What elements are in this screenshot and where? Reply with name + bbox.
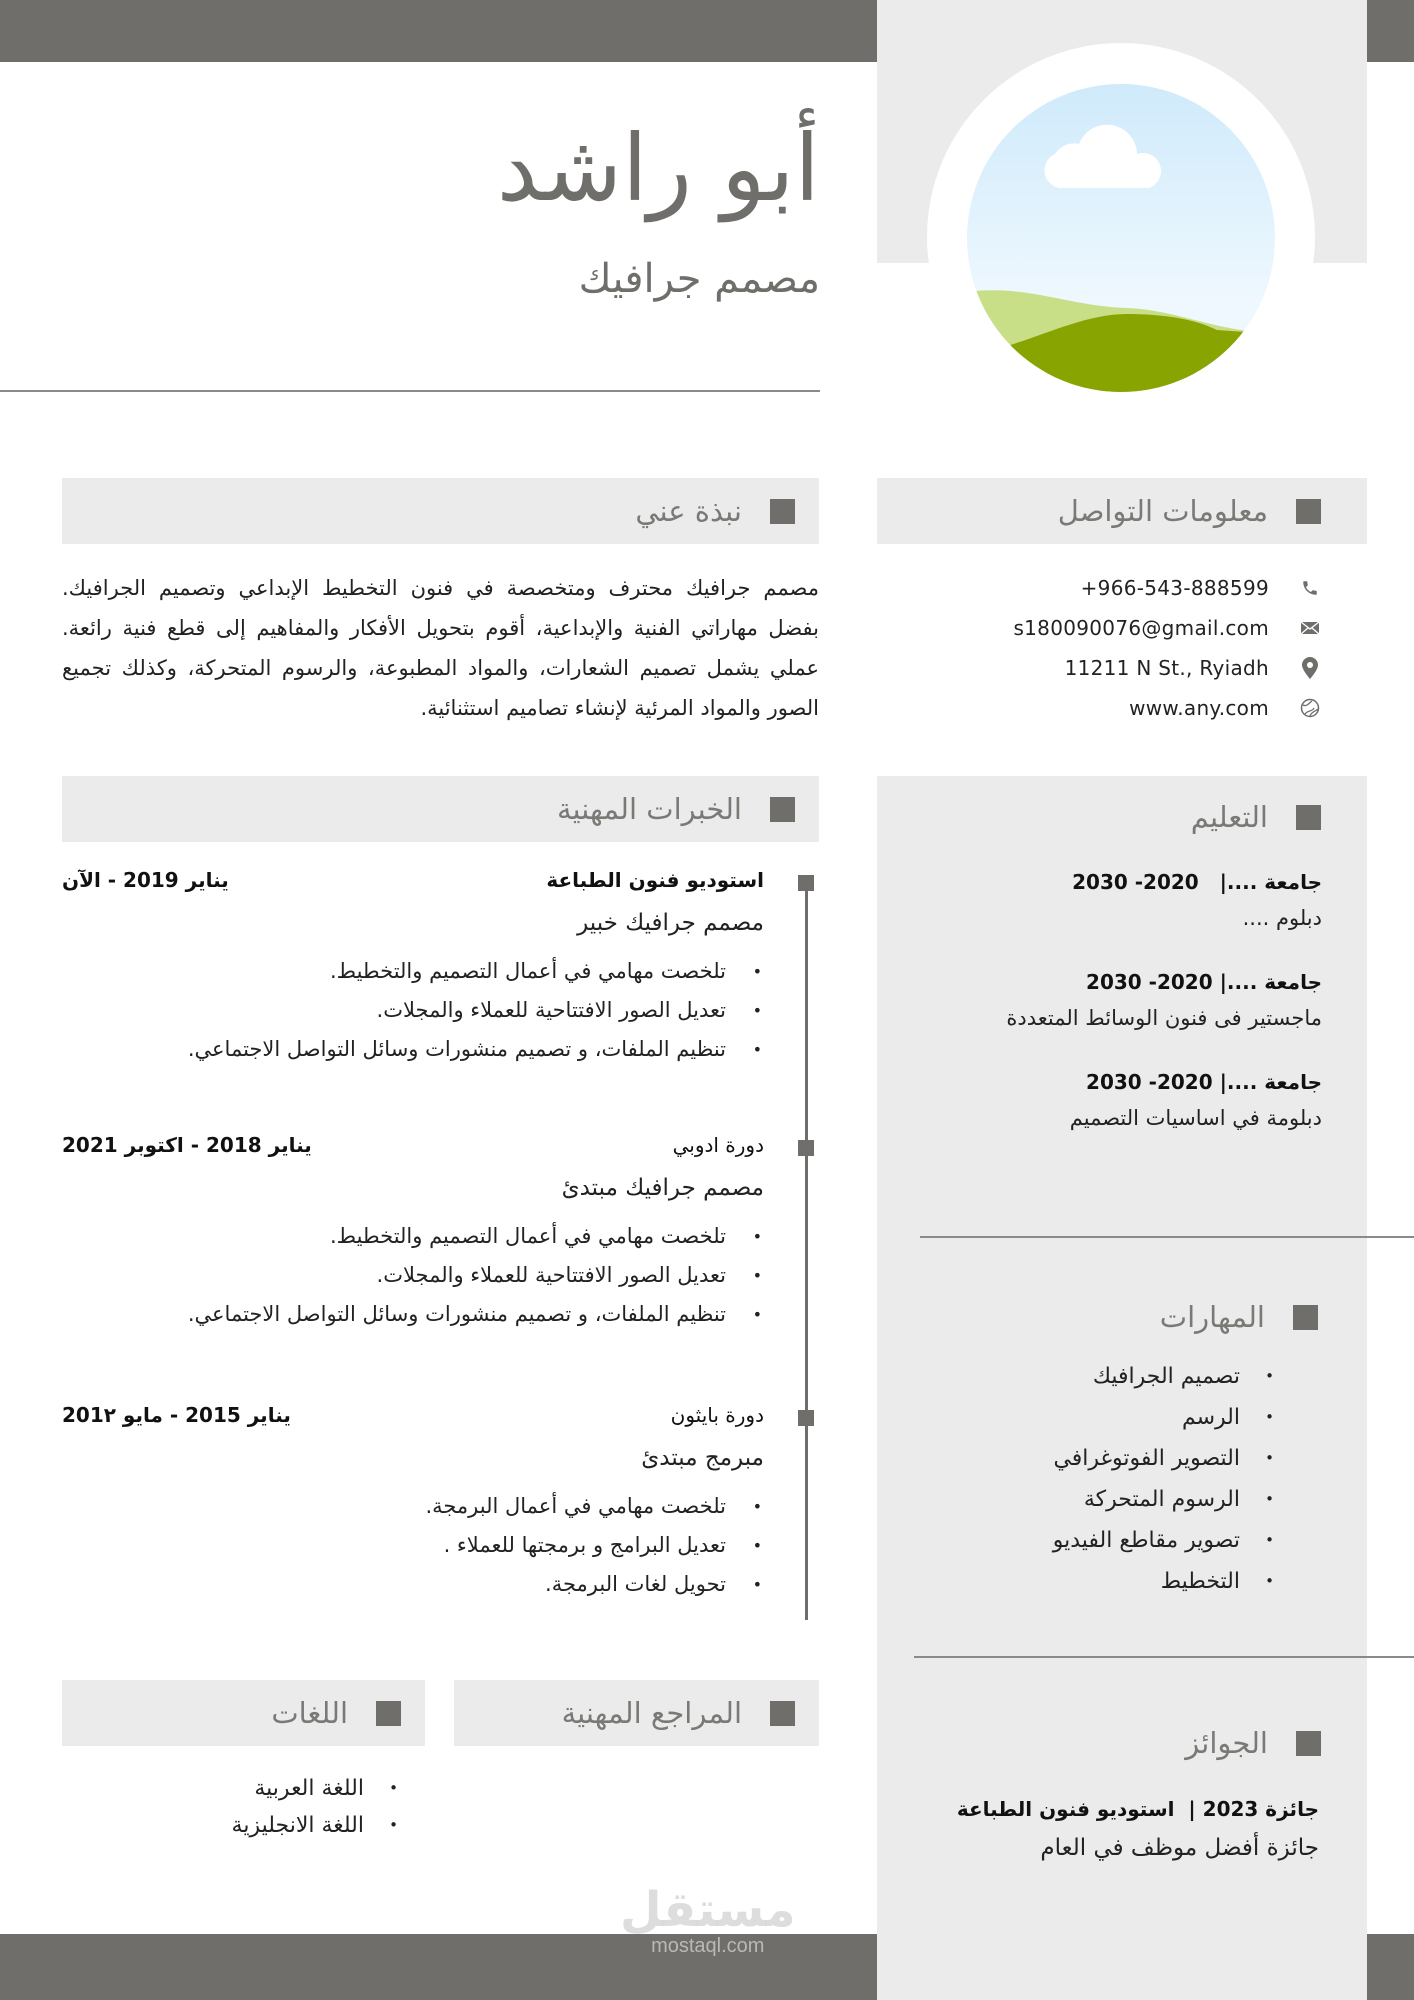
- references-header: [454, 1680, 819, 1746]
- contact-header: [877, 478, 1367, 544]
- list-item: • التخطيط: [1053, 1561, 1276, 1602]
- about-header: [62, 478, 819, 544]
- list-item: • تعديل الصور الافتتاحية للعملاء والمجلات.: [62, 1256, 764, 1295]
- list-item: • الرسم: [1053, 1397, 1276, 1438]
- globe-icon: [1299, 697, 1321, 719]
- skills-header: [1160, 1300, 1318, 1334]
- job-role: مصمم جرافيك مبتدئ: [561, 1175, 764, 1201]
- list-item: • تصوير مقاطع الفيديو: [1053, 1520, 1276, 1561]
- header-divider: [0, 390, 820, 392]
- job-dates: يناير 2015 - مايو 201٢: [62, 1403, 291, 1427]
- list-item: • تصميم الجرافيك: [1053, 1356, 1276, 1397]
- education-school-dates: جامعة ....| 2020- 2030: [1086, 1070, 1322, 1094]
- contact-email: [877, 608, 1367, 648]
- job-company: استوديو فنون الطباعة: [546, 868, 764, 892]
- square-bullet-icon: [770, 797, 795, 822]
- watermark-arabic: مستقل: [620, 1882, 796, 1938]
- job-company: دورة ادوبي: [672, 1133, 764, 1157]
- street-address: 11211 N St., Ryiadh: [1064, 656, 1269, 680]
- list-item: • اللغة الانجليزية: [232, 1807, 400, 1844]
- education-school-dates: جامعة ....| 2020- 2030: [1086, 970, 1322, 994]
- square-bullet-icon: [770, 1701, 795, 1726]
- timeline-marker: [798, 875, 814, 891]
- bottom-band-right: [1367, 1934, 1414, 2000]
- job-title: مصمم جرافيك: [578, 256, 820, 302]
- timeline-marker: [798, 1140, 814, 1156]
- references-heading: المراجع المهنية: [561, 1696, 742, 1730]
- phone-icon: [1299, 577, 1321, 599]
- email-icon: [1299, 617, 1321, 639]
- list-item: • تعديل الصور الافتتاحية للعملاء والمجلات.: [62, 991, 764, 1030]
- skills-list: [1053, 1356, 1276, 1602]
- contact-list: [877, 568, 1367, 728]
- job-role: مصمم جرافيك خبير: [577, 910, 764, 936]
- experience-header: [62, 776, 819, 842]
- award-description: جائزة أفضل موظف في العام: [1040, 1835, 1319, 1861]
- timeline-line: [805, 884, 808, 1620]
- list-item: • تحويل لغات البرمجة.: [62, 1565, 764, 1604]
- watermark-latin: mostaql.com: [651, 1935, 765, 1957]
- about-heading: نبذة عني: [635, 494, 742, 528]
- square-bullet-icon: [376, 1701, 401, 1726]
- sidebar-divider: [920, 1236, 1414, 1238]
- awards-heading: الجوائز: [1185, 1726, 1268, 1760]
- timeline-marker: [798, 1410, 814, 1426]
- education-entry: [1006, 870, 1322, 930]
- job-company: دورة بايثون: [670, 1403, 764, 1427]
- location-icon: [1299, 657, 1321, 679]
- square-bullet-icon: [1296, 499, 1321, 524]
- list-item: • التصوير الفوتوغرافي: [1053, 1438, 1276, 1479]
- about-text: مصمم جرافيك محترف ومتخصصة في فنون التخطيط الإبداعي وتصميم الجرافيك. بفضل مهاراتي الفنية والإبداعية، أقوم بتحويل الأفكار والمفاهيم إلى قطع فنية رائعة. عملي يشمل تصميم الشعارات، والمواد المطبوعة، والرسوم المتحركة، وكذلك تجميع الصور والمواد المرئية لإنشاء تصاميم استثنائية.: [62, 576, 819, 720]
- square-bullet-icon: [1296, 1731, 1321, 1756]
- watermark: [620, 1882, 796, 1958]
- phone-number[interactable]: +966-543-888599: [1080, 576, 1269, 600]
- awards-header: [1185, 1726, 1321, 1760]
- list-item: • تلخصت مهامي في أعمال البرمجة.: [62, 1487, 764, 1526]
- job-entry: [62, 868, 764, 1069]
- languages-list: [232, 1770, 400, 1844]
- top-band-right: [1367, 0, 1414, 62]
- skills-heading: المهارات: [1159, 1300, 1265, 1334]
- award-entry: [957, 1797, 1319, 1861]
- job-role: مبرمج مبتدئ: [641, 1445, 764, 1471]
- contact-website: [877, 688, 1367, 728]
- square-bullet-icon: [770, 499, 795, 524]
- education-entry: [1006, 970, 1322, 1030]
- list-item: • تلخصت مهامي في أعمال التصميم والتخطيط.: [62, 1217, 764, 1256]
- job-duties: [62, 1217, 764, 1334]
- website-link[interactable]: www.any.com: [1129, 696, 1269, 720]
- job-entry: [62, 1403, 764, 1604]
- award-title: جائزة 2023 | استوديو فنون الطباعة: [956, 1797, 1319, 1821]
- education-degree: دبلومة في اساسيات التصميم: [1069, 1106, 1322, 1130]
- job-dates: يناير 2018 - اكتوبر 2021: [62, 1133, 312, 1157]
- education-list: [1006, 870, 1322, 1170]
- contact-heading: معلومات التواصل: [1057, 494, 1268, 528]
- email-address[interactable]: s180090076@gmail.com: [1013, 616, 1269, 640]
- sidebar-divider: [914, 1656, 1414, 1658]
- list-item: • تنظيم الملفات، و تصميم منشورات وسائل التواصل الاجتماعي.: [62, 1295, 764, 1334]
- education-entry: [1006, 1070, 1322, 1130]
- education-degree: دبلوم ....: [1242, 906, 1322, 930]
- experience-heading: الخبرات المهنية: [556, 792, 742, 826]
- education-header: [1191, 800, 1321, 834]
- list-item: • اللغة العربية: [232, 1770, 400, 1807]
- list-item: • تلخصت مهامي في أعمال التصميم والتخطيط.: [62, 952, 764, 991]
- candidate-name: أبو راشد: [496, 115, 820, 222]
- square-bullet-icon: [1293, 1305, 1318, 1330]
- contact-phone: [877, 568, 1367, 608]
- education-heading: التعليم: [1190, 800, 1268, 834]
- list-item: • تنظيم الملفات، و تصميم منشورات وسائل التواصل الاجتماعي.: [62, 1030, 764, 1069]
- landscape-placeholder-icon: [967, 84, 1275, 392]
- list-item: • الرسوم المتحركة: [1053, 1479, 1276, 1520]
- job-duties: [62, 1487, 764, 1604]
- languages-header: [62, 1680, 425, 1746]
- square-bullet-icon: [1296, 805, 1321, 830]
- education-degree: ماجستير فى فنون الوسائط المتعددة: [1006, 1006, 1322, 1030]
- education-school-dates: جامعة ....| 2020- 2030: [1072, 870, 1322, 894]
- contact-address: [877, 648, 1367, 688]
- top-band: [0, 0, 877, 62]
- job-entry: [62, 1133, 764, 1334]
- list-item: • تعديل البرامج و برمجتها للعملاء .: [62, 1526, 764, 1565]
- job-duties: [62, 952, 764, 1069]
- avatar: [967, 84, 1275, 392]
- job-dates: يناير 2019 - الآن: [62, 868, 229, 892]
- languages-heading: اللغات: [271, 1696, 348, 1730]
